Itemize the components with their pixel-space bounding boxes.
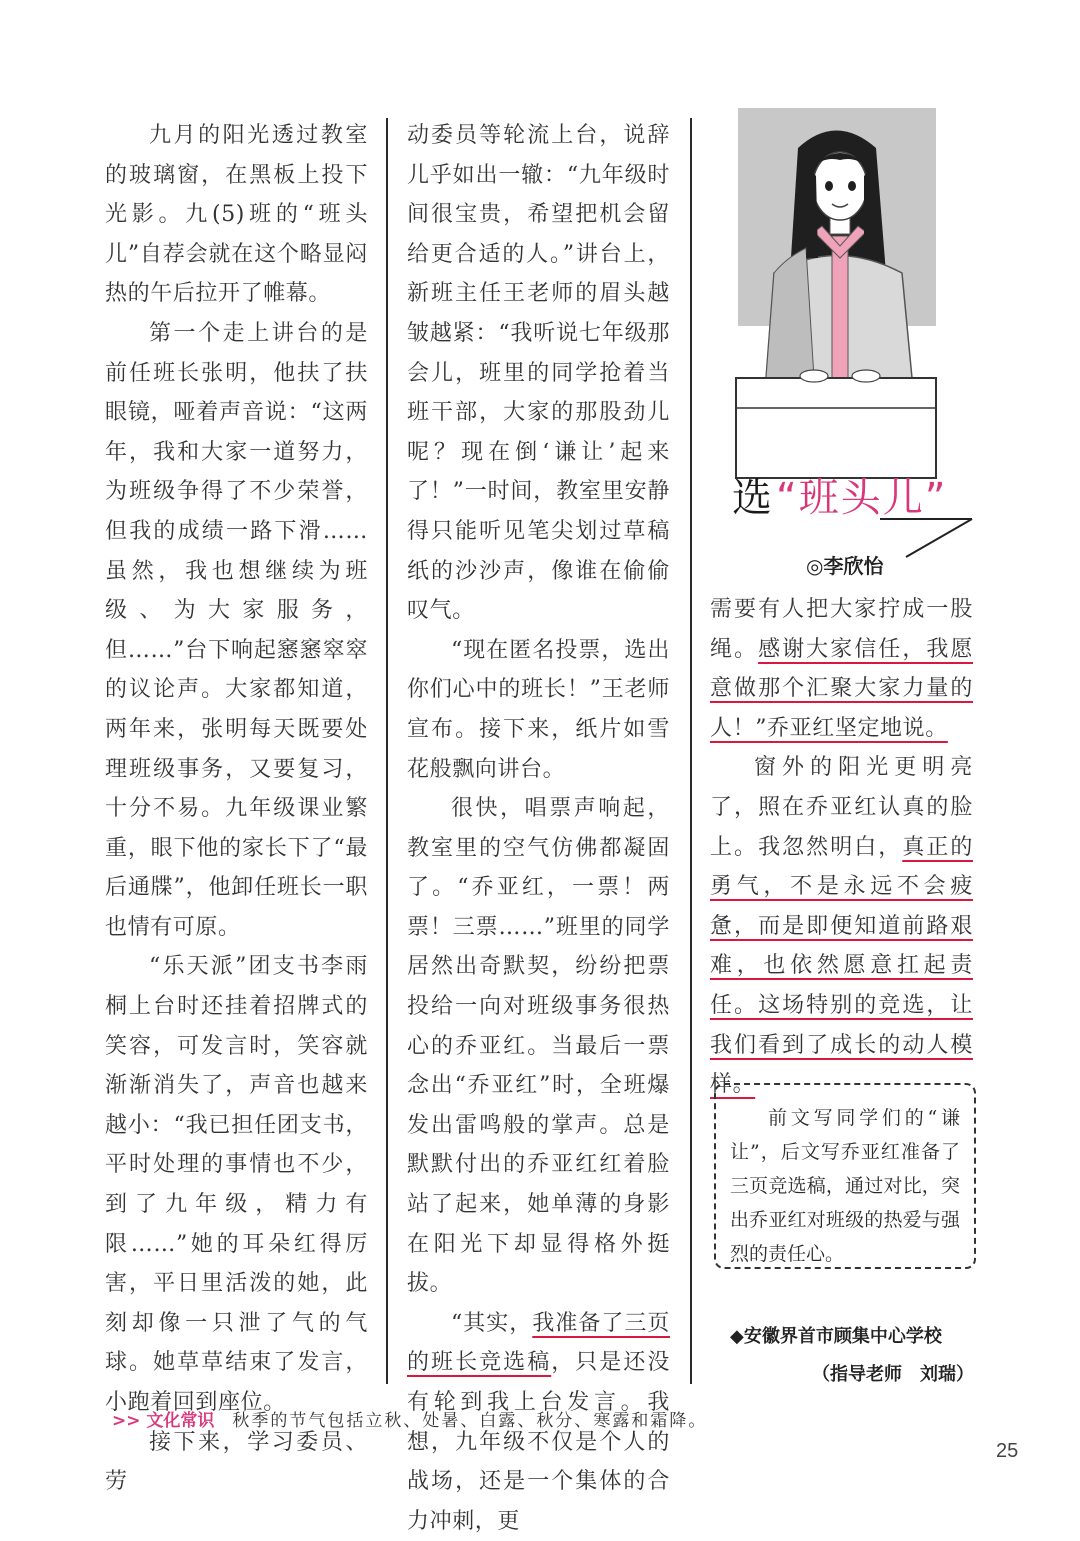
paragraph: “乐天派”团支书李雨桐上台时还挂着招牌式的笑容，可发言时，笑容就渐渐消失了，声音也越来越小：“我已担任团支书，平时处理的事情也不少，到了九年级，精力有限……”她的耳朵红得厉害，平日里活泼的她，此刻却像一只泄了气的气球。她草草结束了发言，小跑着回到座位。	[105, 954, 368, 1415]
paragraph: 很快，唱票声响起，教室里的空气仿佛都凝固了。“乔亚红，一票！两票！三票……”班里的同学居然出奇默契，纷纷把票投给一向对班级事务很热心的乔亚红。当最后一票念出“乔亚红”时，全班爆发出雷鸣般的掌声。总是默默付出的乔亚红红着脸站了起来，她单薄的身影在阳光下却显得格外挺拔。	[407, 796, 670, 1297]
title-prefix: 选	[732, 475, 772, 521]
highlighted-text: 真正的勇气，不是永远不会疲惫，而是即便知道前路艰难，也依然愿意扛起责任。这场特别的竞选，让我们看到了成长的动人模样。	[710, 834, 973, 1098]
girl-at-podium-illustration	[726, 108, 976, 480]
highlighted-text: 我准备了三页的班长竞选稿	[407, 1310, 670, 1376]
culture-tip-label: >> 文化常识	[112, 1411, 215, 1431]
column-divider	[386, 118, 388, 1384]
title-main: “班头儿”	[776, 475, 948, 521]
article-column-2	[407, 116, 670, 1541]
paragraph	[710, 590, 973, 748]
annotation-box	[714, 1083, 976, 1269]
paragraph: “现在匿名投票，选出你们心中的班长！”王老师宣布。接下来，纸片如雪花般飘向讲台。	[407, 637, 670, 782]
text-span: 需要有人把大家拧成一股绳。	[710, 597, 973, 662]
paragraph: 动委员等轮流上台，说辞儿乎如出一辙：“九年级时间很宝贵，希望把机会留给更合适的人。”讲台上，新班主任王老师的眉头越皱越紧：“我听说七年级那会儿，班里的同学抢着当班干部，大家的那股劲儿呢？现在倒‘谦让’起来了！”一时间，教室里安静得只能听见笔尖划过草稿纸的沙沙声，像谁在偷偷叹气。	[407, 123, 670, 624]
text-span: 窗外的阳光更明亮了，照在乔亚红认真的脸上。我忽然明白，	[710, 755, 973, 860]
text-span: “其实，	[451, 1310, 533, 1336]
highlighted-text: 感谢大家信任，我愿意做那个汇聚大家力量的人！”乔亚红坚定地说。	[710, 636, 974, 741]
advisor-teacher: （指导老师 刘瑞）	[812, 1364, 974, 1385]
title-decoration-line	[880, 505, 980, 565]
paragraph: 第一个走上讲台的是前任班长张明，他扶了扶眼镜，哑着声音说：“这两年，我和大家一道努力，为班级争得了不少荣誉，但我的成绩一路下滑……虽然，我也想继续为班级、为大家服务，但……”台下响起窸窸窣窣的议论声。大家都知道，两年来，张明每天既要处理班级事务，又要复习，十分不易。九年级课业繁重，眼下他的家长下了“最后通牒”，他卸任班长一职也情有可原。	[105, 320, 368, 940]
culture-tip	[112, 1406, 707, 1431]
paragraph: 接下来，学习委员、劳	[105, 1429, 368, 1495]
school-name: ◆安徽界首市顾集中心学校	[730, 1326, 942, 1347]
author-byline: ◎李欣怡	[806, 554, 884, 578]
page-number: 25	[996, 1440, 1019, 1462]
culture-tip-text: 秋季的节气包括立秋、处暑、白露、秋分、寒露和霜降。	[232, 1411, 708, 1431]
paragraph: 九月的阳光透过教室的玻璃窗，在黑板上投下光影。九(5)班的“班头儿”自荐会就在这个略显闷热的午后拉开了帷幕。	[105, 123, 368, 307]
paragraph	[710, 748, 973, 1104]
article-column-3	[710, 590, 973, 1105]
text-span: ，只是还没有轮到我上台发言。我想，九年级不仅是个人的战场，还是一个集体的合力冲刺，更	[407, 1350, 670, 1534]
article-column-1	[105, 116, 368, 1502]
annotation-text: 前文写同学们的“谦让”，后文写乔亚红准备了三页竞选稿，通过对比，突出乔亚红对班级的热爱与强烈的责任心。	[730, 1107, 960, 1265]
school-info	[730, 1322, 980, 1386]
column-divider	[690, 118, 692, 1384]
